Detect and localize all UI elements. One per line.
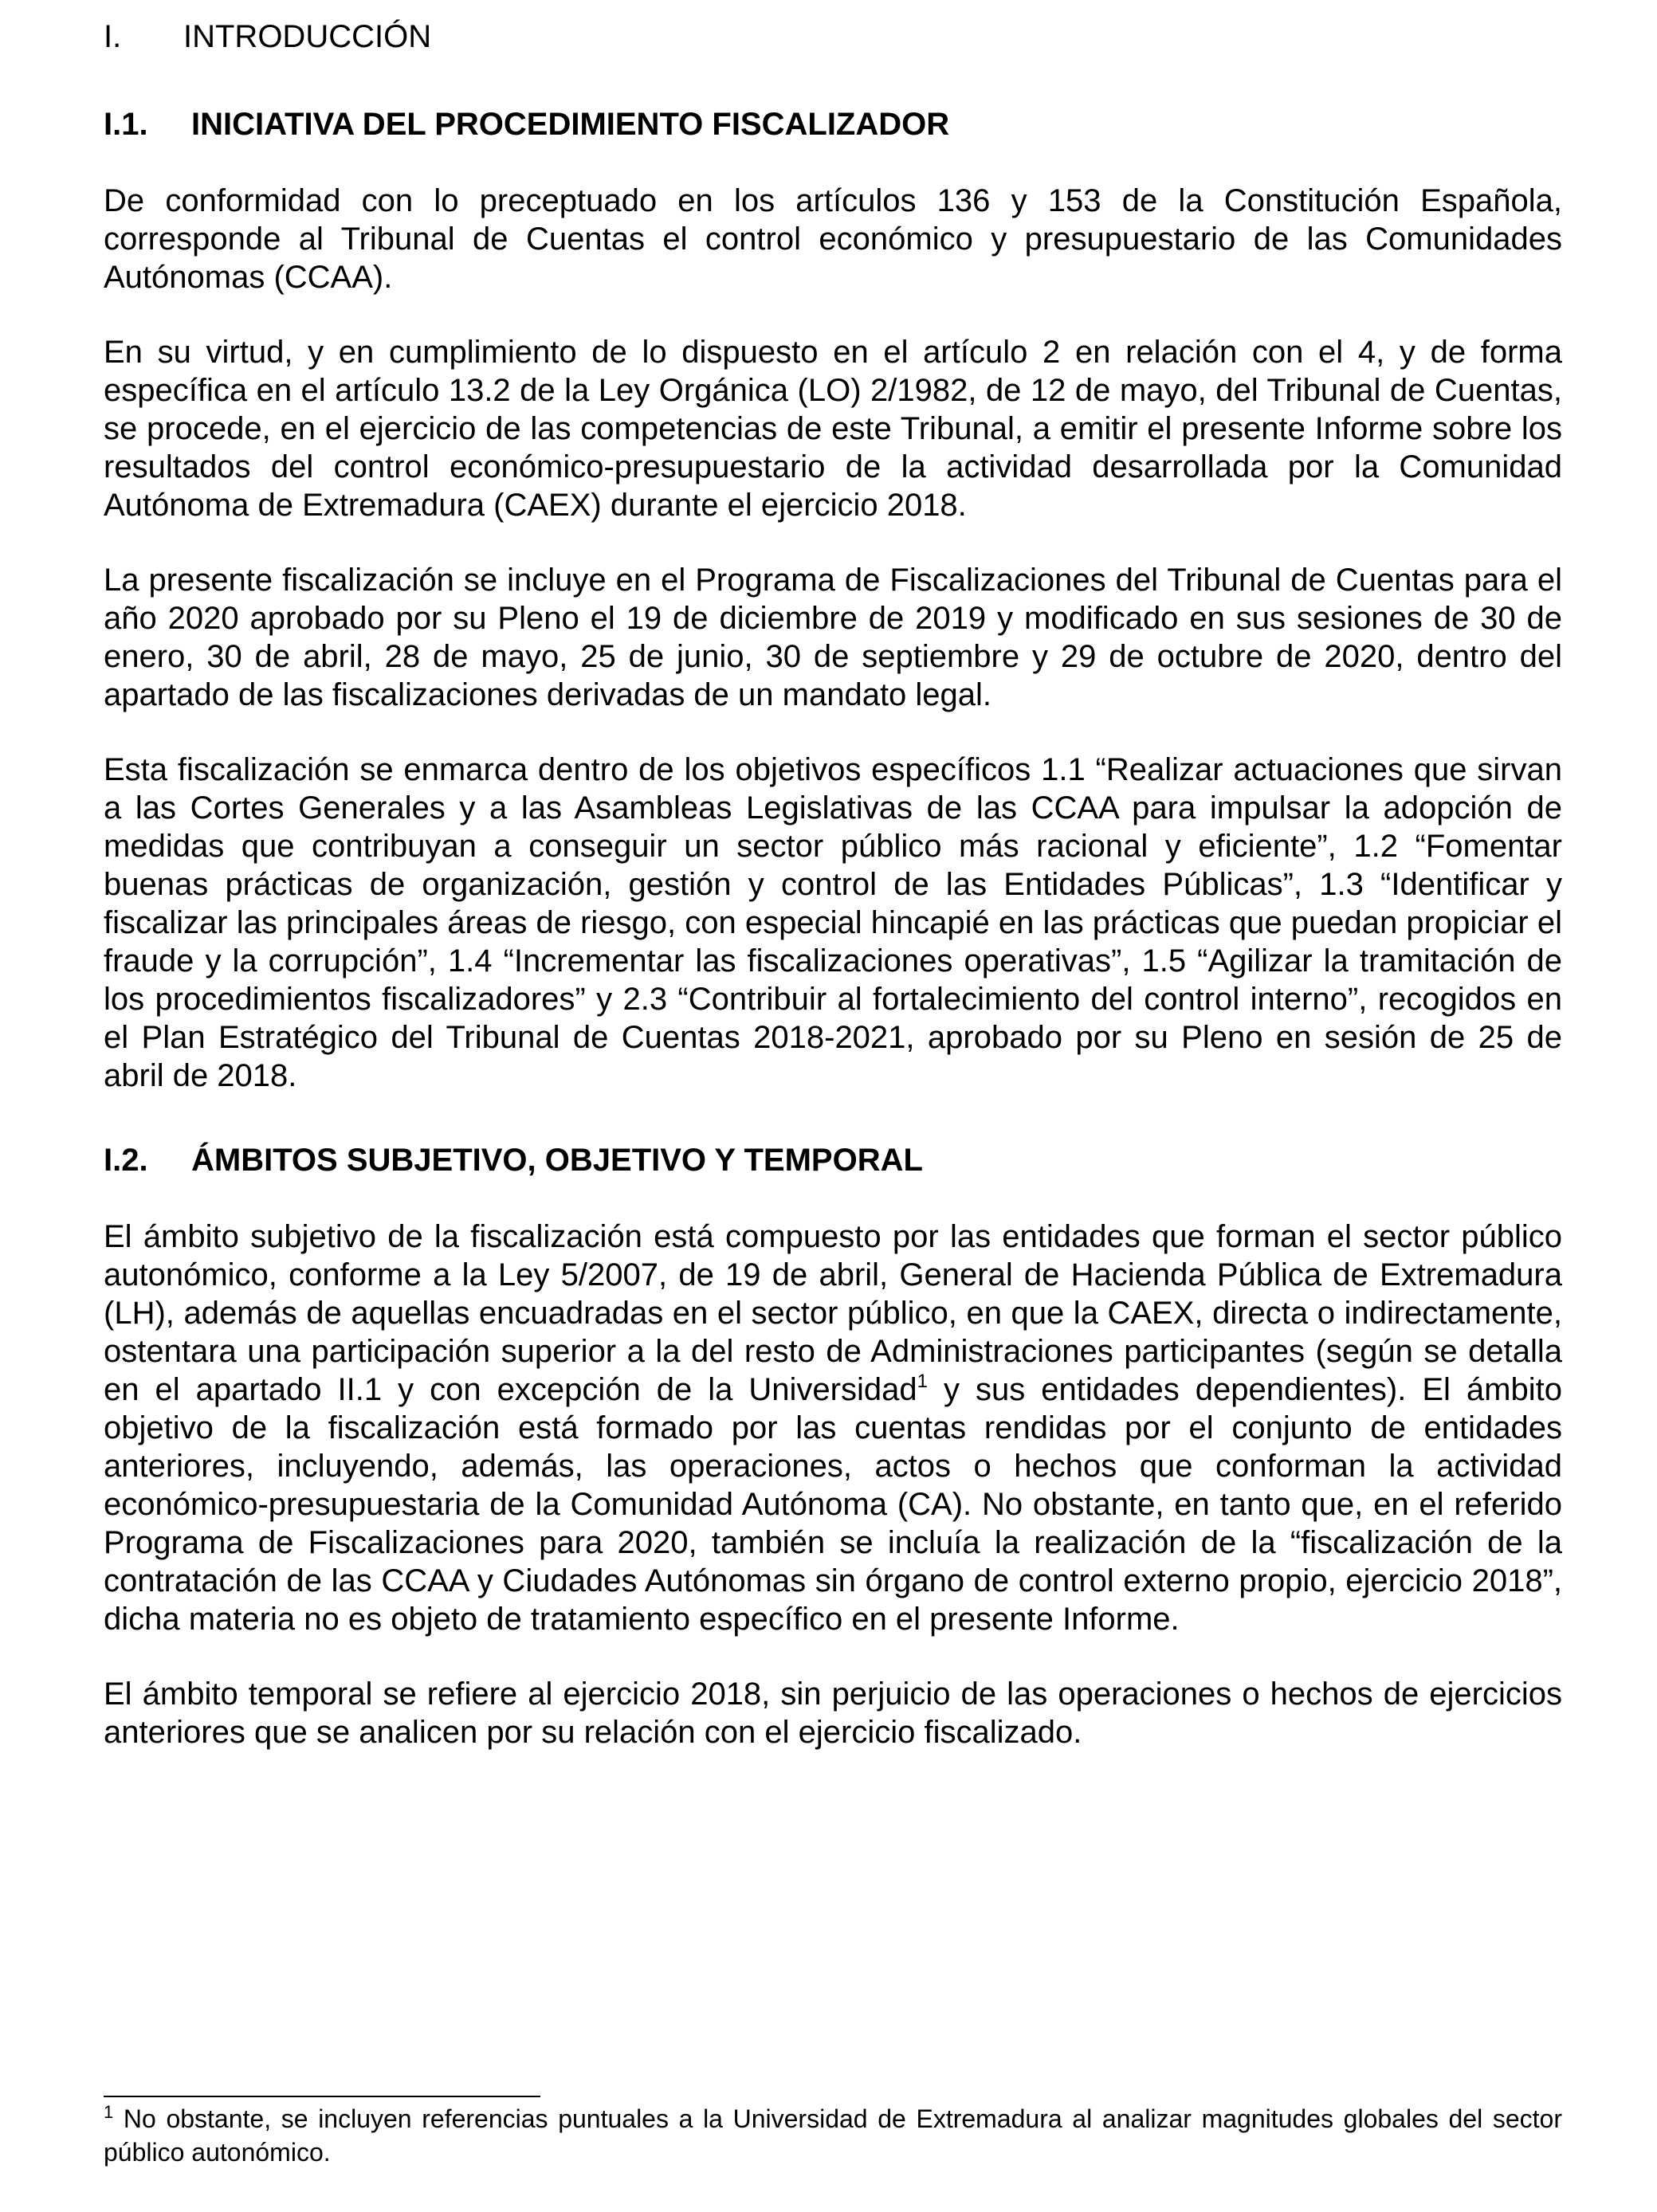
paragraph-text: El ámbito subjetivo de la fiscalización está compuesto por las entidades que forman el sector público autonómico, conforme a la Ley 5/2007, de 19 de abril, General de Hacienda Pública de Extremadura (LH), además de aquellas encuadradas en el sector público, en que la CAEX, directa o indirectamente, ostentara una participación superior a la del resto de Administraciones participantes (según se detalla en el apartado II.1 y con excepción de la Universidad <box>104 1219 1562 1407</box>
footnote-divider <box>104 2096 540 2097</box>
main-heading-title: INTRODUCCIÓN <box>183 19 432 54</box>
paragraph: En su virtud, y en cumplimiento de lo dispuesto en el artículo 2 en relación con el 4, y de forma específica en el artículo 13.2 de la Ley Orgánica (LO) 2/1982, de 12 de mayo, del Tribunal de Cuentas, se procede, en el ejercicio de las competencias de este Tribunal, a emitir el presente Informe sobre los resultados del control económico-presupuestario de la actividad desarrollada por la Comunidad Autónoma de Extremadura (CAEX) durante el ejercicio 2018. <box>104 335 1562 523</box>
footnote-reference[interactable]: 1 <box>917 1370 928 1392</box>
paragraph <box>104 1218 1562 1638</box>
footnote <box>104 2102 1562 2169</box>
footnote-mark: 1 <box>104 2102 114 2123</box>
section-1-title: INICIATIVA DEL PROCEDIMIENTO FISCALIZADOR <box>191 107 950 142</box>
document-page <box>104 14 1562 1751</box>
section-2-number: I.2. <box>104 1143 148 1178</box>
paragraph: Esta fiscalización se enmarca dentro de los objetivos específicos 1.1 “Realizar actuaciones que sirvan a las Cortes Generales y a las Asambleas Legislativas de las CCAA para impulsar la adopción de medidas que contribuyan a conseguir un sector público más racional y eficiente”, 1.2 “Fomentar buenas prácticas de organización, gestión y control de las Entidades Públicas”, 1.3 “Identificar y fiscalizar las principales áreas de riesgo, con especial hincapié en las prácticas que puedan propiciar el fraude y la corrupción”, 1.4 “Incrementar las fiscalizaciones operativas”, 1.5 “Agilizar la tramitación de los procedimientos fiscalizadores” y 2.3 “Contribuir al fortalecimiento del control interno”, recogidos en el Plan Estratégico del Tribunal de Cuentas 2018-2021, aprobado por su Pleno en sesión de 25 de abril de 2018. <box>104 752 1562 1093</box>
paragraph: La presente fiscalización se incluye en el Programa de Fiscalizaciones del Tribunal de Cuentas para el año 2020 aprobado por su Pleno el 19 de diciembre de 2019 y modificado en sus sesiones de 30 de enero, 30 de abril, 28 de mayo, 25 de junio, 30 de septiembre y 29 de octubre de 2020, dentro del apartado de las fiscalizaciones derivadas de un mandato legal. <box>104 563 1562 712</box>
section-2-title: ÁMBITOS SUBJETIVO, OBJETIVO Y TEMPORAL <box>191 1143 923 1178</box>
section-1-number: I.1. <box>104 107 148 142</box>
section-heading-1 <box>104 102 1562 147</box>
main-heading <box>104 14 1562 59</box>
footnote-text: No obstante, se incluyen referencias puntuales a la Universidad de Extremadura al analizar magnitudes globales del sector público autonómico. <box>104 2104 1562 2167</box>
paragraph: El ámbito temporal se refiere al ejercicio 2018, sin perjuicio de las operaciones o hechos de ejercicios anteriores que se analicen por su relación con el ejercicio fiscalizado. <box>104 1677 1562 1750</box>
section-heading-2 <box>104 1138 1562 1182</box>
paragraph-text: y sus entidades dependientes). El ámbito objetivo de la fiscalización está formado por las cuentas rendidas por el conjunto de entidades anteriores, incluyendo, además, las operaciones, actos o hechos que conforman la actividad económico-presupuestaria de la Comunidad Autónoma (CA). No obstante, en tanto que, en el referido Programa de Fiscalizaciones para 2020, también se incluía la realización de la “fiscalización de la contratación de las CCAA y Ciudades Autónomas sin órgano de control externo propio, ejercicio 2018”, dicha materia no es objeto de tratamiento específico en el presente Informe. <box>104 1372 1562 1637</box>
paragraph: De conformidad con lo preceptuado en los artículos 136 y 153 de la Constitución Española, corresponde al Tribunal de Cuentas el control económico y presupuestario de las Comunidades Autónomas (CCAA). <box>104 183 1562 295</box>
main-heading-number: I. <box>104 19 122 54</box>
